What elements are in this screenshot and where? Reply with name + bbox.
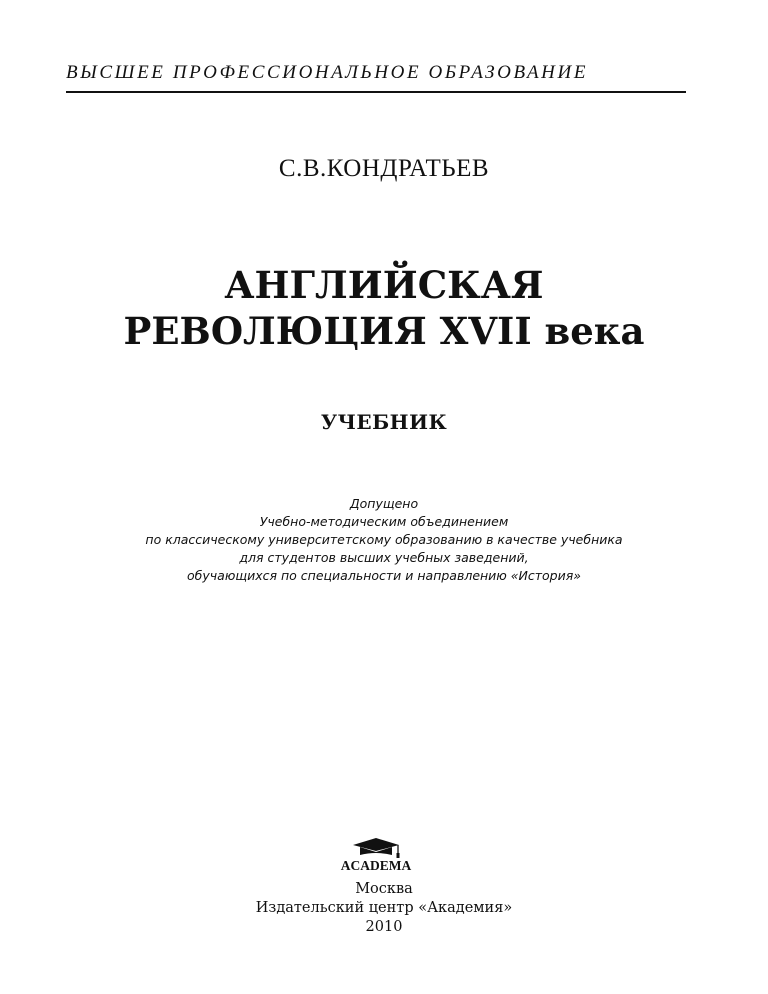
logo-wordmark: ACADEMA [340, 858, 412, 873]
publisher-name: Издательский центр «Академия» [255, 900, 513, 916]
graduation-cap-icon [353, 838, 400, 858]
book-title [0, 262, 768, 354]
approval-line: по классическому университетскому образованию в качестве учебника [145, 532, 623, 547]
approval-line: обучающихся по специальности и направлению «История» [187, 568, 581, 583]
author-name: С.В.КОНДРАТЬЕВ [278, 155, 490, 182]
approval-line: Учебно-методическим объединением [259, 514, 509, 529]
series-divider [66, 91, 686, 93]
approval-line: Допущено [349, 496, 419, 511]
publication-year: 2010 [365, 919, 403, 935]
book-title-line-2: РЕВОЛЮЦИЯ XVII века [123, 309, 645, 353]
approval-line: для студентов высших учебных заведений, [239, 550, 529, 565]
approval-note [0, 495, 768, 585]
book-title-line-1: АНГЛИЙСКАЯ [224, 263, 544, 307]
publisher-city: Москва [355, 881, 413, 897]
imprint [0, 880, 768, 937]
book-subtitle: УЧЕБНИК [320, 410, 448, 434]
publisher-logo [336, 838, 416, 874]
series-heading: ВЫСШЕЕ ПРОФЕССИОНАЛЬНОЕ ОБРАЗОВАНИЕ [66, 62, 589, 83]
